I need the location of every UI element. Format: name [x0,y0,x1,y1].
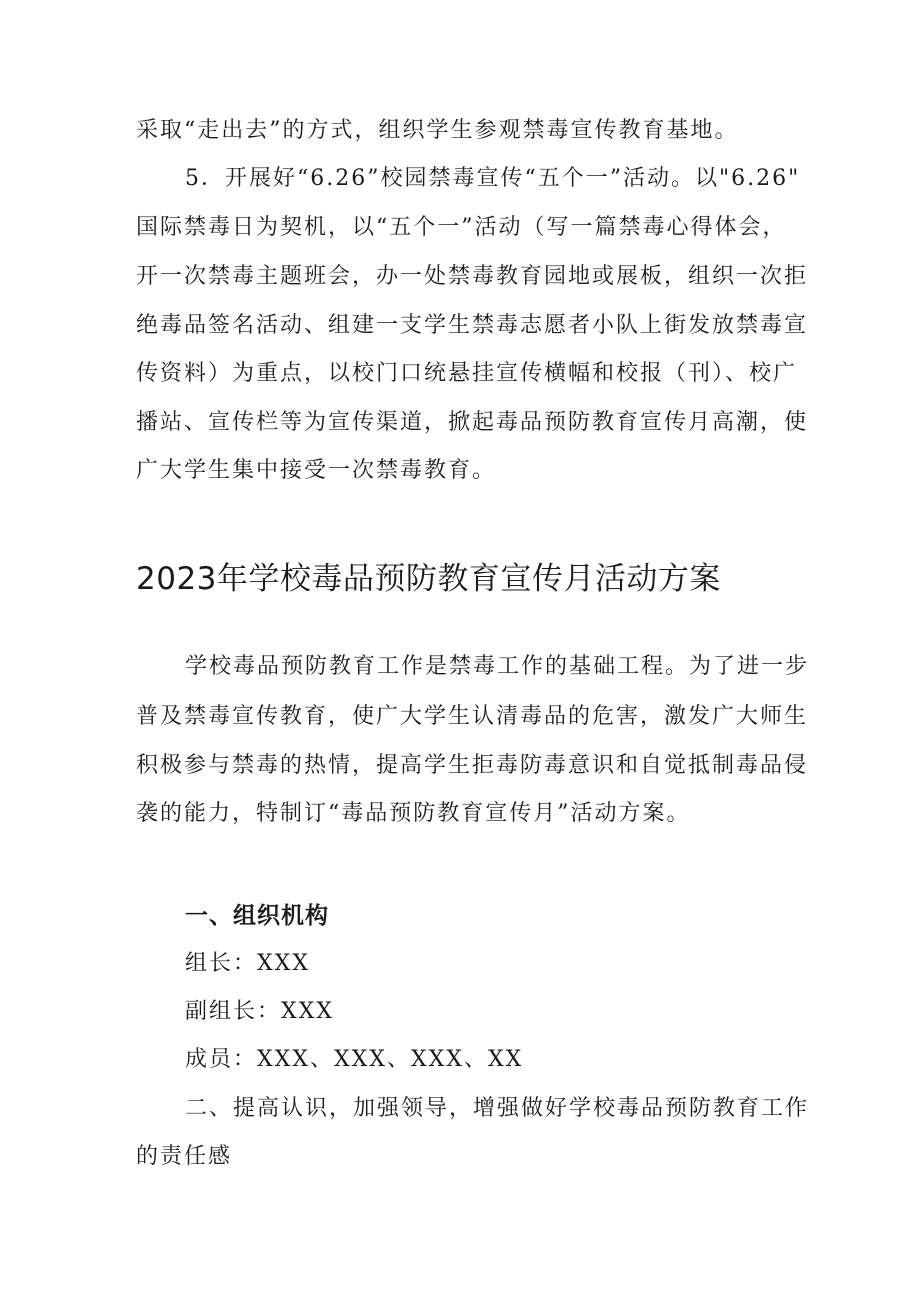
paragraph-line: 绝毒品签名活动、组建一支学生禁毒志愿者小队上街发放禁毒宣 [136,313,809,338]
paragraph-line: 广大学生集中接受一次禁毒教育。 [136,458,497,483]
members-line: 成员：XXX、XXX、XXX、XX [185,1047,524,1072]
intro-line: 袭的能力，特制订“毒品预防教育宣传月”活动方案。 [136,801,691,826]
deputy-leader-line: 副组长：XXX [185,999,334,1024]
section-heading-awareness-cont: 的责任感 [136,1144,233,1169]
paragraph-line: 5．开展好“6.26”校园禁毒宣传“五个一”活动。以"6.26" [185,166,801,191]
page-title: 2023年学校毒品预防教育宣传月活动方案 [136,561,721,597]
section-heading-awareness: 二、提高认识，加强领导，增强做好学校毒品预防教育工作 [185,1096,810,1121]
paragraph-line: 国际禁毒日为契机，以“五个一”活动（写一篇禁毒心得体会， [136,215,787,240]
paragraph-line: 播站、宣传栏等为宣传渠道，掀起毒品预防教育宣传月高潮，使 [136,410,809,435]
section-heading-organization: 一、组织机构 [185,903,329,929]
leader-line: 组长：XXX [185,951,310,976]
paragraph-line: 传资料）为重点，以校门口统悬挂宣传横幅和校报（刊）、校广 [136,361,798,386]
paragraph-line: 开一次禁毒主题班会，办一处禁毒教育园地或展板，组织一次拒 [136,264,809,289]
intro-line: 积极参与禁毒的热情，提高学生拒毒防毒意识和自觉抵制毒品侵 [136,753,809,778]
intro-line: 学校毒品预防教育工作是禁毒工作的基础工程。为了进一步 [185,654,810,679]
paragraph-line: 采取“走出去”的方式，组织学生参观禁毒宣传教育基地。 [136,118,739,143]
intro-line: 普及禁毒宣传教育，使广大学生认清毒品的危害，激发广大师生 [136,704,809,729]
